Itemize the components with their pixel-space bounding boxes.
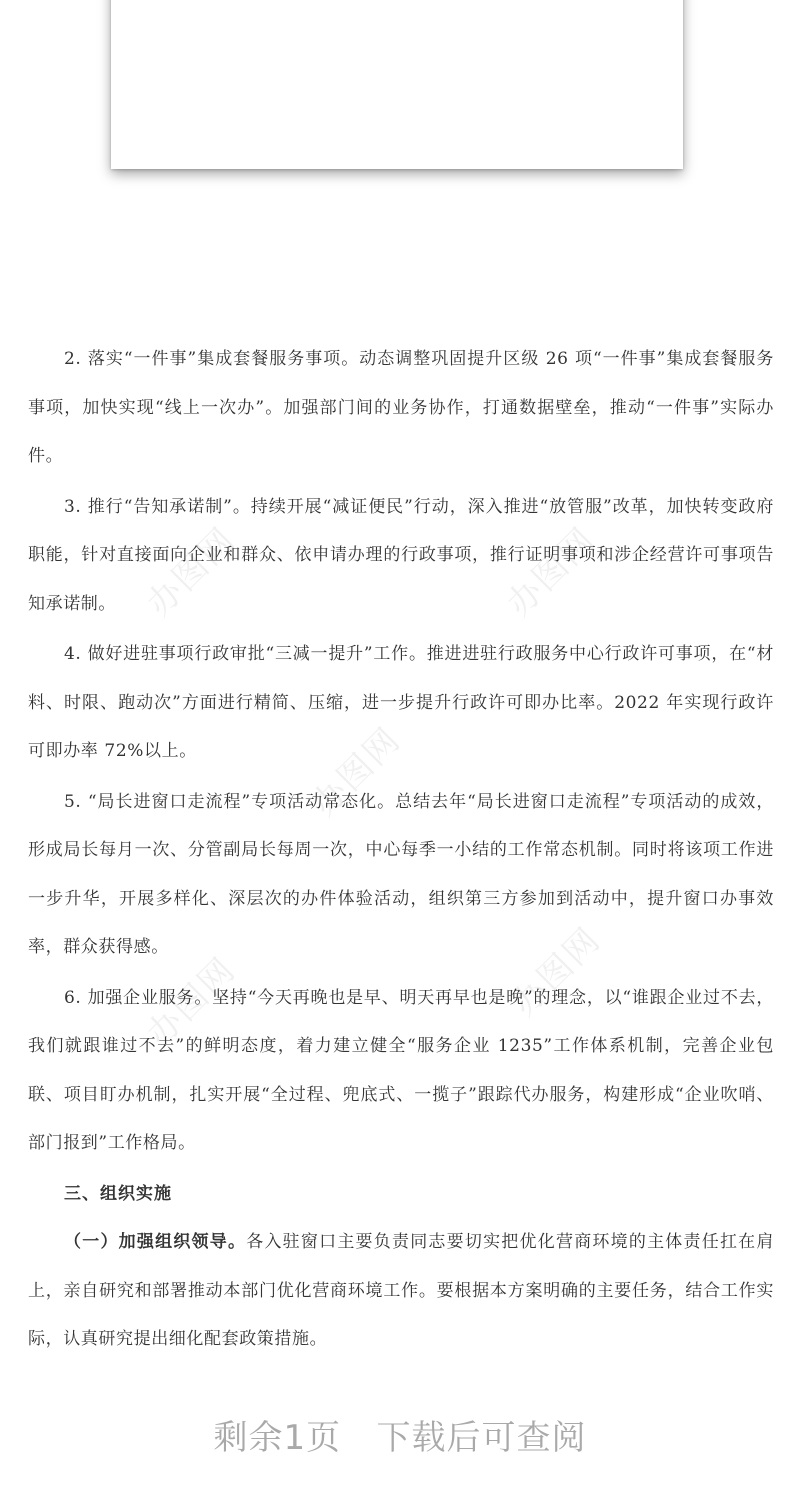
remaining-pages-text: 剩余1页 bbox=[213, 1418, 342, 1458]
watermark: 办图网 bbox=[139, 519, 244, 625]
previous-page-preview bbox=[111, 0, 683, 169]
subsection-body: 各入驻窗口主要负责同志要切实把优化营商环境的主体责任扛在肩上，亲自研究和部署推动本部门优化营商环境工作。要根据本方案明确的主要任务，结合工作实际，认真研究提出细化配套政策措施。 bbox=[28, 1232, 775, 1349]
watermark: 办图网 bbox=[499, 519, 604, 625]
download-prompt[interactable] bbox=[0, 1410, 800, 1459]
watermark: 办图网 bbox=[139, 949, 244, 1055]
subsection-lead: （一）加强组织领导。 bbox=[64, 1232, 247, 1252]
watermark: 办图网 bbox=[504, 919, 609, 1025]
paragraph-item-6: 6. 加强企业服务。坚持“今天再晚也是早、明天再早也是晚”的理念，以“谁跟企业过不去，我们就跟谁过不去”的鲜明态度，着力建立健全“服务企业 1235”工作体系机制，完善企业包联、项目盯办机制，扎实开展“全过程、兜底式、一揽子”跟踪代办服务，构建形成“企业吹哨、部门报到”工作格局。 bbox=[28, 987, 774, 1153]
paragraph-item-2: 2. 落实“一件事”集成套餐服务事项。动态调整巩固提升区级 26 项“一件事”集成套餐服务事项，加快实现“线上一次办”。加强部门间的业务协作，打通数据壁垒，推动“一件事”实际办件。 bbox=[28, 349, 774, 466]
document-body bbox=[28, 335, 774, 1366]
paragraph-item-4: 4. 做好进驻事项行政审批“三减一提升”工作。推进进驻行政服务中心行政许可事项，在“材料、时限、跑动次”方面进行精简、压缩，进一步提升行政许可即办比率。2022 年实现行政许可即办率 72%以上。 bbox=[28, 644, 774, 761]
subsection-paragraph bbox=[28, 1218, 774, 1364]
download-hint-text: 下载后可查阅 bbox=[376, 1418, 587, 1458]
footer-spacer bbox=[341, 1418, 376, 1458]
section-heading: 三、组织实施 bbox=[64, 1183, 172, 1204]
paragraph-item-5: 5. “局长进窗口走流程”专项活动常态化。总结去年“局长进窗口走流程”专项活动的成效，形成局长每月一次、分管副局长每周一次，中心每季一小结的工作常态机制。同时将该项工作进一步升华，开展多样化、深层次的办件体验活动，组织第三方参加到活动中，提升窗口办事效率，群众获得感。 bbox=[28, 791, 774, 957]
watermark: 办图网 bbox=[304, 719, 409, 825]
paragraph-item-3: 3. 推行“告知承诺制”。持续开展“减证便民”行动，深入推进“放管服”改革，加快转变政府职能，针对直接面向企业和群众、依申请办理的行政事项，推行证明事项和涉企经营许可事项告知承诺制。 bbox=[28, 496, 774, 614]
